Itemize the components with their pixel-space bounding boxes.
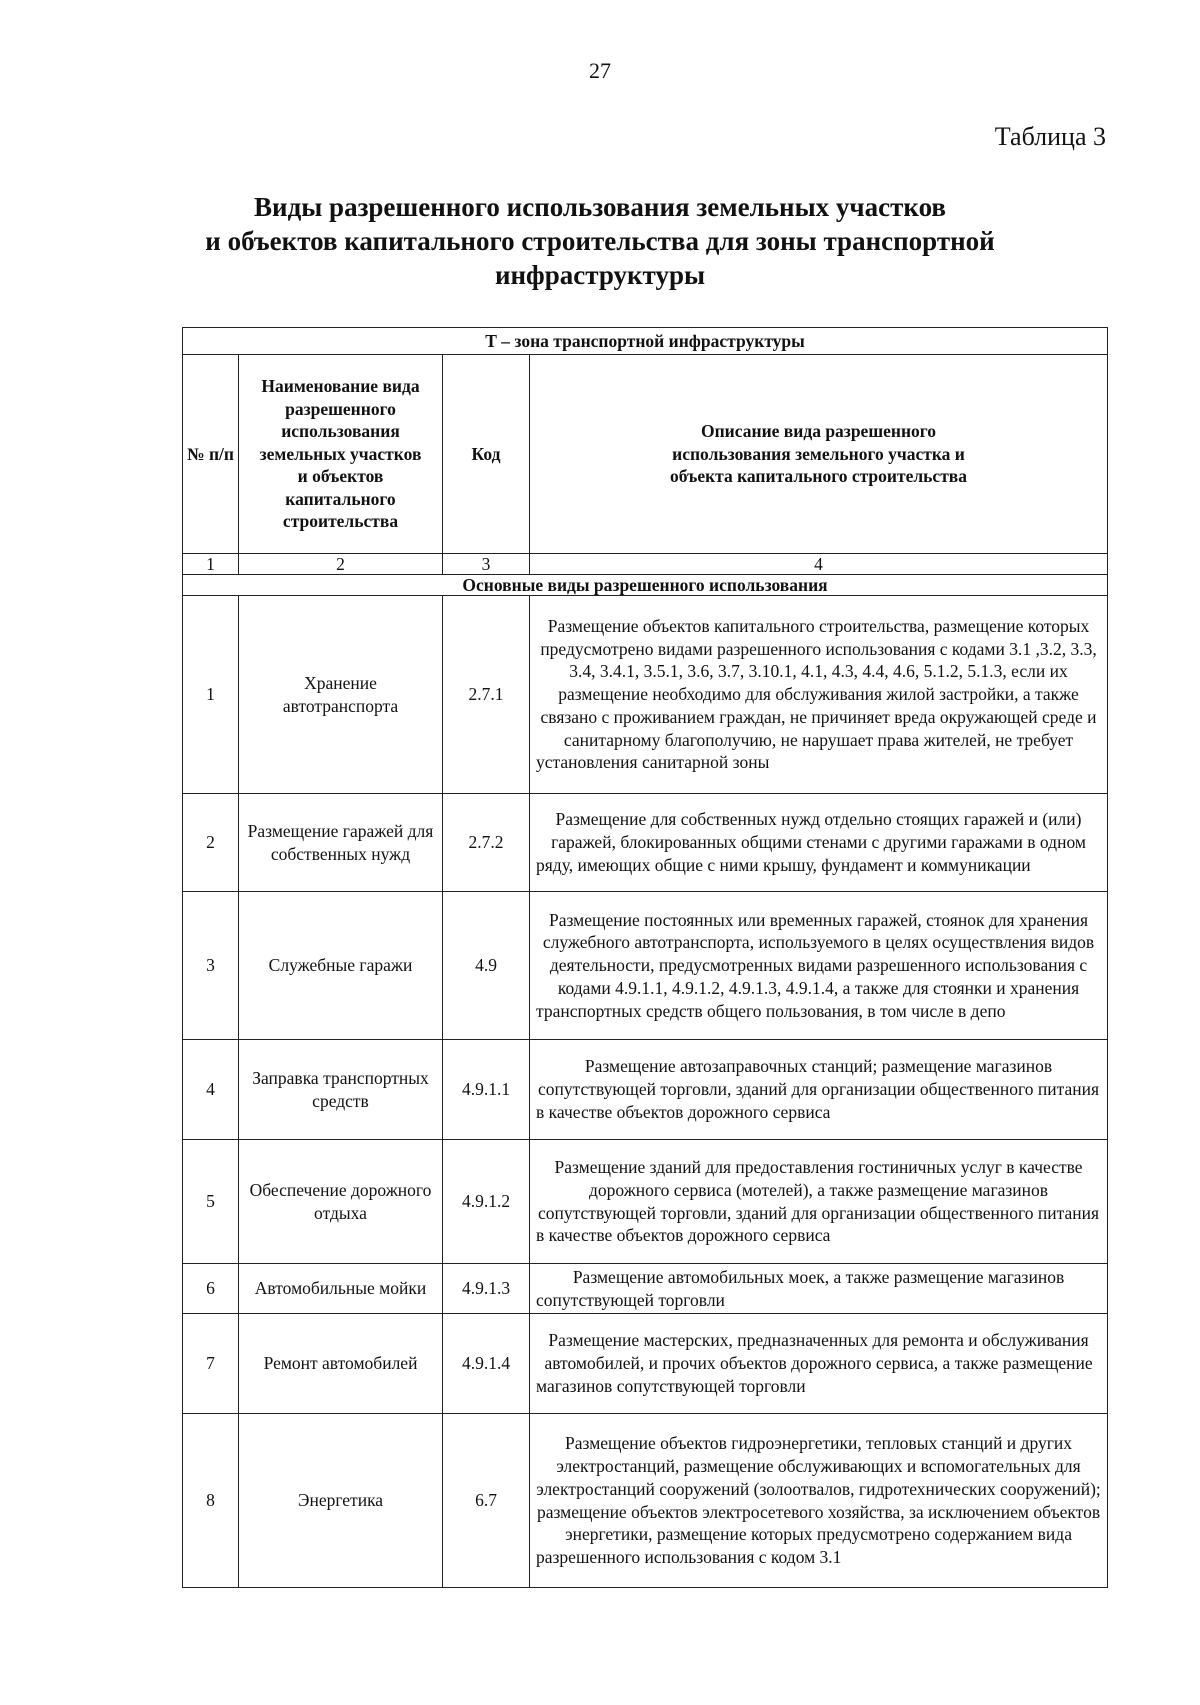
row-num: 8 (183, 1414, 239, 1588)
zone-title-row (183, 328, 1108, 355)
row-description: Размещение постоянных или временных гаражей, стоянок для хранения служебного автотранспорта, используемого в целях осуществления видов деятельности, предусмотренных видами разрешенного использования с кодами 4.9.1.1, 4.9.1.2, 4.9.1.3, 4.9.1.4, а также для стоянки и хранения транспортных средств общего пользования, в том числе в депо (530, 892, 1108, 1040)
table-row (183, 1264, 1108, 1314)
column-number: 1 (183, 554, 239, 575)
section-row (183, 575, 1108, 596)
row-code: 6.7 (443, 1414, 530, 1588)
row-name: Размещение гаражей для собственных нужд (239, 794, 443, 892)
column-number: 3 (443, 554, 530, 575)
table-row (183, 596, 1108, 794)
table-row (183, 1040, 1108, 1140)
row-code: 4.9.1.2 (443, 1140, 530, 1264)
title-line: Виды разрешенного использования земельных участков (254, 192, 946, 222)
row-name: Обеспечение дорожного отдыха (239, 1140, 443, 1264)
header-num: № п/п (183, 355, 239, 554)
table-row (183, 892, 1108, 1040)
row-code: 2.7.2 (443, 794, 530, 892)
column-number: 4 (530, 554, 1108, 575)
row-description: Размещение объектов гидроэнергетики, тепловых станций и других электростанций, размещение обслуживающих и вспомогательных для электростанций сооружений (золоотвалов, гидротехнических сооружений); размещение объектов электросетевого хозяйства, за исключением объектов энергетики, размещение которых предусмотрено содержанием вида разрешенного использования с кодом 3.1 (530, 1414, 1108, 1588)
row-code: 2.7.1 (443, 596, 530, 794)
section-title: Основные виды разрешенного использования (183, 575, 1108, 596)
row-num: 3 (183, 892, 239, 1040)
table-row (183, 794, 1108, 892)
row-code: 4.9.1.3 (443, 1264, 530, 1314)
row-name: Автомобильные мойки (239, 1264, 443, 1314)
table-row (183, 1140, 1108, 1264)
title-line: инфраструктуры (494, 260, 706, 290)
row-name: Энергетика (239, 1414, 443, 1588)
document-title (150, 190, 1050, 292)
row-code: 4.9.1.4 (443, 1314, 530, 1414)
row-name: Ремонт автомобилей (239, 1314, 443, 1414)
column-number: 2 (239, 554, 443, 575)
row-num: 6 (183, 1264, 239, 1314)
header-description: Описание вида разрешенного использования земельного участка и объекта капитального строительства (530, 355, 1108, 554)
page-number: 27 (589, 58, 611, 83)
row-num: 5 (183, 1140, 239, 1264)
table-label: Таблица 3 (994, 122, 1106, 151)
row-description: Размещение автомобильных моек, а также размещение магазинов сопутствующей торговли (530, 1264, 1108, 1314)
table-row (183, 1414, 1108, 1588)
row-num: 7 (183, 1314, 239, 1414)
table-row (183, 1314, 1108, 1414)
zone-title: Т – зона транспортной инфраструктуры (183, 328, 1108, 355)
column-number-row (183, 554, 1108, 575)
row-description: Размещение мастерских, предназначенных для ремонта и обслуживания автомобилей, и прочих объектов дорожного сервиса, а также размещение магазинов сопутствующей торговли (530, 1314, 1108, 1414)
row-name: Заправка транспортных средств (239, 1040, 443, 1140)
header-row (183, 355, 1108, 554)
row-code: 4.9 (443, 892, 530, 1040)
row-num: 2 (183, 794, 239, 892)
header-name: Наименование вида разрешенного использования земельных участков и объектов капитального строительства (239, 355, 443, 554)
row-num: 1 (183, 596, 239, 794)
row-description: Размещение для собственных нужд отдельно стоящих гаражей и (или) гаражей, блокированных общими стенами с другими гаражами в одном ряду, имеющих общие с ними крышу, фундамент и коммуникации (530, 794, 1108, 892)
title-line: и объектов капитального строительства для зоны транспортной (205, 226, 995, 256)
header-code: Код (443, 355, 530, 554)
row-name: Служебные гаражи (239, 892, 443, 1040)
row-code: 4.9.1.1 (443, 1040, 530, 1140)
row-description: Размещение автозаправочных станций; размещение магазинов сопутствующей торговли, зданий для организации общественного питания в качестве объектов дорожного сервиса (530, 1040, 1108, 1140)
row-name: Хранение автотранспорта (239, 596, 443, 794)
row-description: Размещение объектов капитального строительства, размещение которых предусмотрено видами разрешенного использования с кодами 3.1 ,3.2, 3.3, 3.4, 3.4.1, 3.5.1, 3.6, 3.7, 3.10.1, 4.1, 4.3, 4.4, 4.6, 5.1.2, 5.1.3, если их размещение необходимо для обслуживания жилой застройки, а также связано с проживанием граждан, не причиняет вреда окружающей среде и санитарному благополучию, не нарушает права жителей, не требует установления санитарной зоны (530, 596, 1108, 794)
row-description: Размещение зданий для предоставления гостиничных услуг в качестве дорожного сервиса (мотелей), а также размещение магазинов сопутствующей торговли, зданий для организации общественного питания в качестве объектов дорожного сервиса (530, 1140, 1108, 1264)
land-use-table (182, 327, 1108, 1588)
row-num: 4 (183, 1040, 239, 1140)
